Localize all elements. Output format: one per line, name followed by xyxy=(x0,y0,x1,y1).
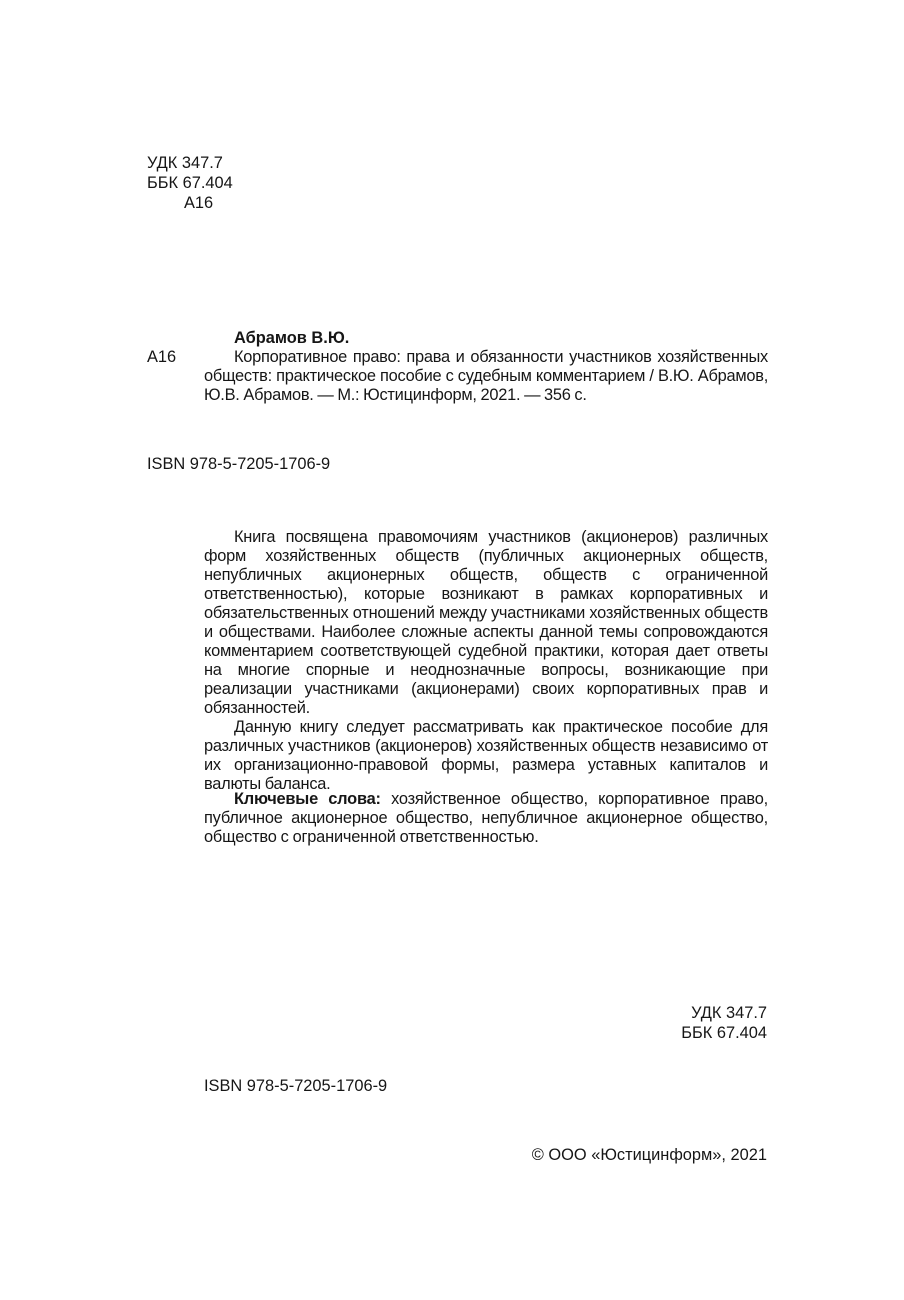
author-mark: А16 xyxy=(184,194,214,212)
isbn-top: ISBN 978-5-7205-1706-9 xyxy=(147,455,331,473)
bibliographic-description: Корпоративное право: права и обязанности участников хозяйственных обществ: практическое пособие с судебным комментарием / В.Ю. Абрамов, Ю.В. Абрамов. — М.: Юстицинформ, 2021. — 356 с. xyxy=(204,348,768,404)
classification-block-bottom xyxy=(560,1003,767,1043)
book-author: Абрамов В.Ю. xyxy=(234,329,350,347)
isbn-bottom: ISBN 978-5-7205-1706-9 xyxy=(204,1077,388,1095)
annotation-paragraph: Данную книгу следует рассматривать как практическое пособие для различных участников (акционеров) хозяйственных обществ независимо от их организационно-правовой формы, размера уставных капиталов и валюты баланса. xyxy=(204,718,768,793)
keywords-label: Ключевые слова: xyxy=(234,790,381,808)
bbk-code: ББК 67.404 xyxy=(147,174,233,192)
annotation-paragraph: Книга посвящена правомочиям участников (акционеров) различных форм хозяйственных обществ (публичных акционерных обществ, непубличных акционерных обществ, обществ с ограниченной ответственностью), которые возникают в рамках корпоративных и обязательственных отношений между участниками хозяйственных обществ и обществами. Наиболее сложные аспекты данной темы сопровождаются комментарием соответствующей судебной практики, которая дает ответы на многие спорные и неоднозначные вопросы, возникающие при реализации участниками (акционерами) своих корпоративных прав и обязанностей. xyxy=(204,528,768,717)
bbk-code: ББК 67.404 xyxy=(681,1024,767,1042)
keywords-block xyxy=(204,790,768,847)
book-annotation xyxy=(204,528,768,794)
copyright-notice: © ООО «Юстицинформ», 2021 xyxy=(531,1146,767,1164)
udk-code: УДК 347.7 xyxy=(691,1004,767,1022)
classification-block-top xyxy=(147,153,233,213)
keywords-text: хозяйственное общество, корпоративное право, публичное акционерное общество, непубличное акционерное общество, общество с ограниченной ответственностью. xyxy=(204,790,769,846)
udk-code: УДК 347.7 xyxy=(147,154,223,172)
bibliographic-author-mark: А16 xyxy=(147,348,177,366)
